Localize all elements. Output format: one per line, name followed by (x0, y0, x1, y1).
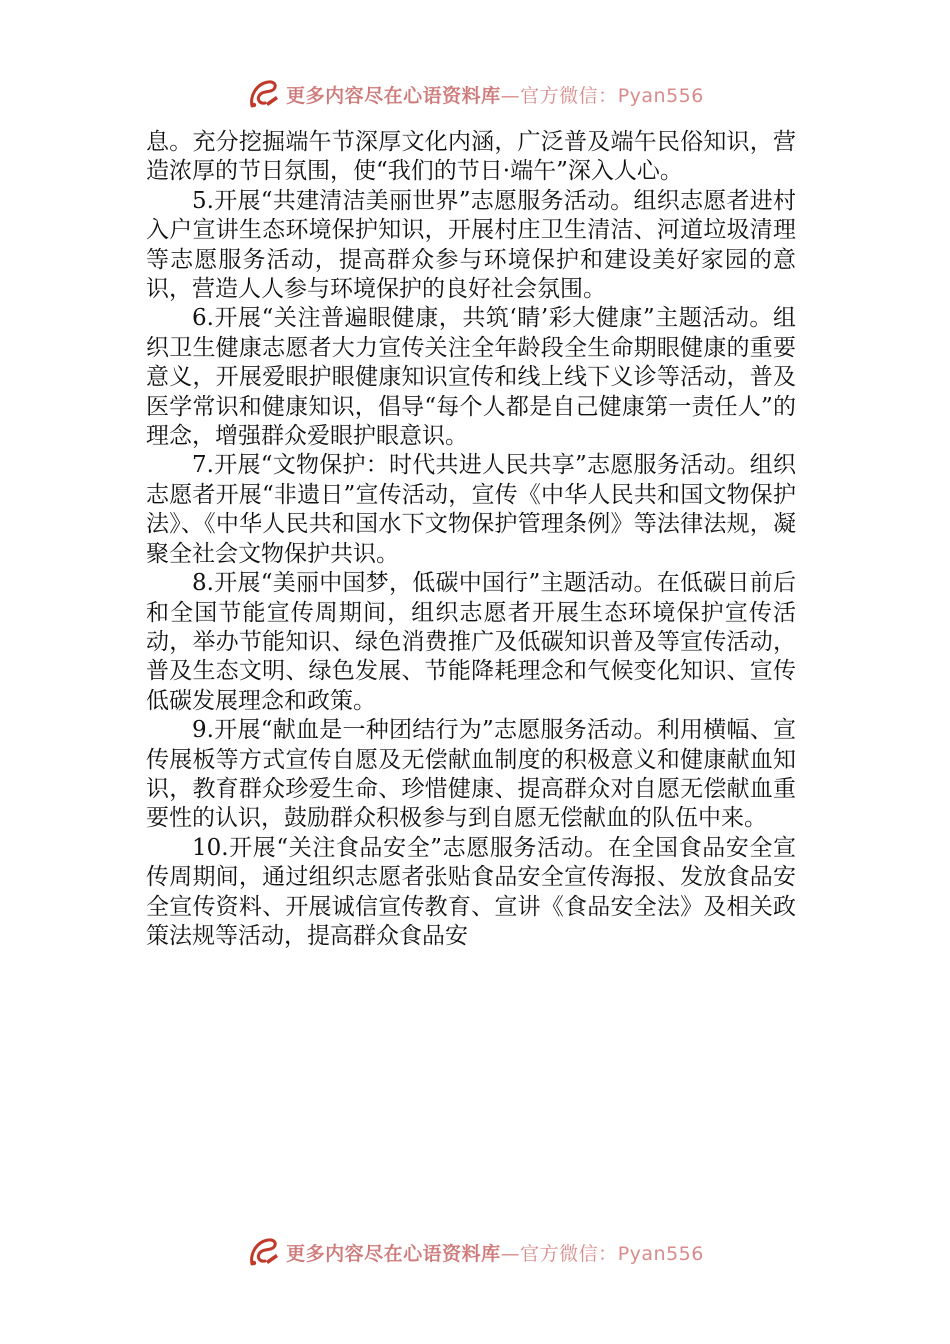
watermark-account: Pyan556 (617, 1242, 704, 1265)
watermark-official: 官方微信： (520, 1242, 618, 1265)
watermark-text (286, 81, 704, 108)
paragraph-item-9: 9.开展“献血是一种团结行为”志愿服务活动。利用横幅、宣传展板等方式宣传自愿及无偿献血制度的积极意义和健康献血知识，教育群众珍爱生命、珍惜健康、提高群众对自愿无偿献血重要性的认识，鼓励群众积极参与到自愿无偿献血的队伍中来。 (146, 717, 796, 832)
paragraph-item-6: 6.开展“关注普遍眼健康，共筑‘睛’彩大健康”主题活动。组织卫生健康志愿者大力宣传关注全年龄段全生命期眼健康的重要意义，开展爱眼护眼健康知识宣传和线上线下义诊等活动，普及医学常识和健康知识，倡导“每个人都是自己健康第一责任人”的理念，增强群众爱眼护眼意识。 (146, 305, 796, 450)
brush-pen-logo-icon (246, 1234, 282, 1270)
header-watermark (0, 74, 950, 114)
watermark-text (286, 1239, 704, 1266)
paragraph-continuation: 息。充分挖掘端午节深厚文化内涵，广泛普及端午民俗知识，营造浓厚的节日氛围，使“我们的节日·端午”深入人心。 (146, 129, 796, 185)
paragraph-item-8: 8.开展“美丽中国梦，低碳中国行”主题活动。在低碳日前后和全国节能宣传周期间，组织志愿者开展生态环境保护宣传活动，举办节能知识、绿色消费推广及低碳知识普及等宣传活动，普及生态文明、绿色发展、节能降耗理念和气候变化知识、宣传低碳发展理念和政策。 (146, 570, 796, 714)
paragraph-item-10: 10.开展“关注食品安全”志愿服务活动。在全国食品安全宣传周期间，通过组织志愿者张贴食品安全宣传海报、发放食品安全宣传资料、开展诚信宣传教育、宣讲《食品安全法》及相关政策法规等活动，提高群众食品安 (146, 834, 796, 949)
watermark-official: 官方微信： (520, 84, 618, 107)
watermark-account: Pyan556 (617, 84, 704, 107)
paragraph-item-7: 7.开展“文物保护：时代共进人民共享”志愿服务活动。组织志愿者开展“非遗日”宣传活动，宣传《中华人民共和国文物保护法》、《中华人民共和国水下文物保护管理条例》等法律法规，凝聚全社会文物保护共识。 (146, 452, 796, 567)
watermark-brand: 更多内容尽在心语资料库 (286, 84, 501, 107)
paragraph-item-5: 5.开展“共建清洁美丽世界”志愿服务活动。组织志愿者进村入户宣讲生态环境保护知识，开展村庄卫生清洁、河道垃圾清理等志愿服务活动，提高群众参与环境保护和建设美好家园的意识，营造人人参与环境保护的良好社会氛围。 (146, 187, 796, 303)
footer-watermark (0, 1232, 950, 1272)
brush-pen-logo-icon (246, 76, 282, 112)
document-body (146, 128, 796, 951)
watermark-separator: — (500, 1242, 521, 1265)
watermark-separator: — (500, 84, 521, 107)
watermark-brand: 更多内容尽在心语资料库 (286, 1242, 501, 1265)
